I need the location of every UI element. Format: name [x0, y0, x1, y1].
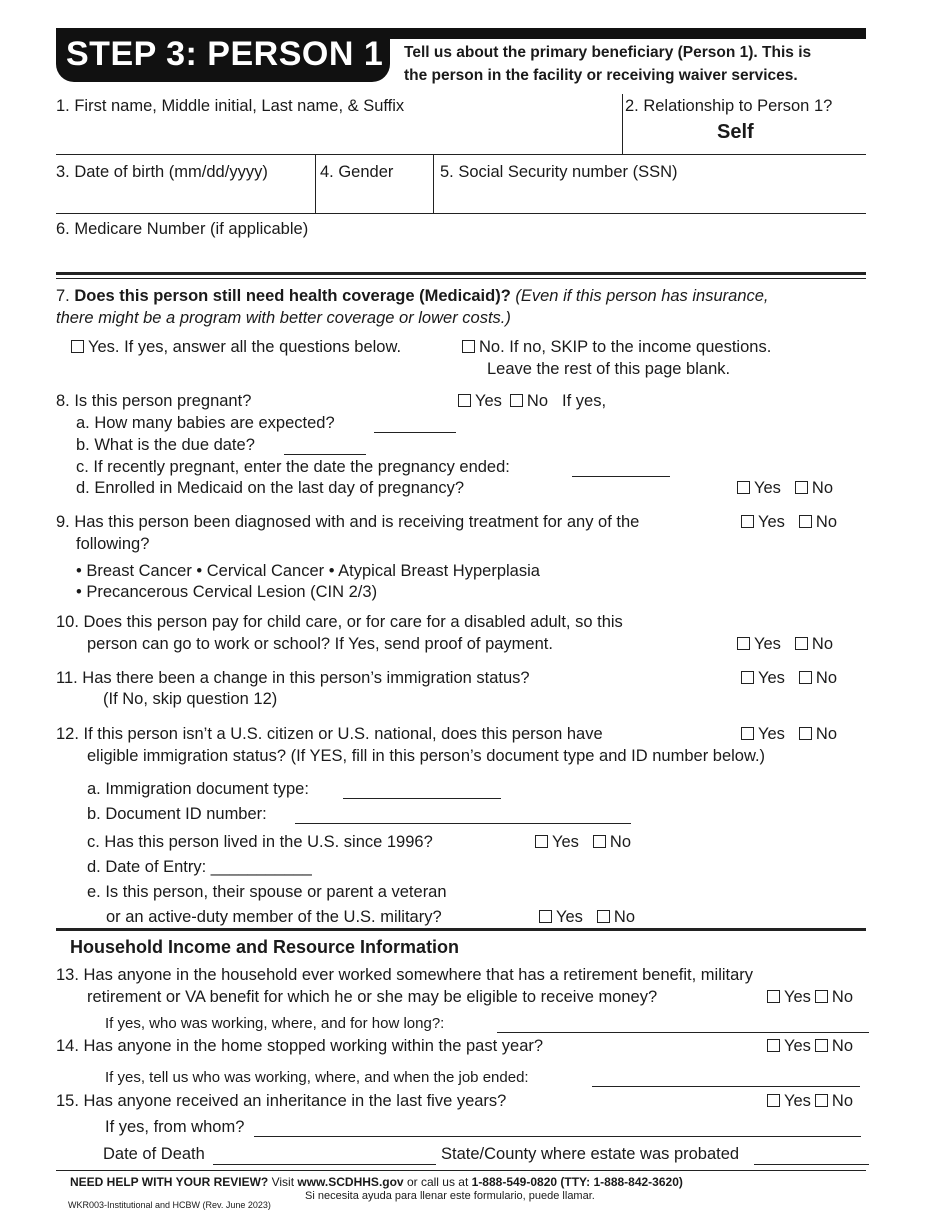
q12e-no-checkbox[interactable] — [597, 910, 610, 923]
q14-text: 14. Has anyone in the home stopped working within the past year? — [56, 1037, 544, 1055]
q11-yes-no — [741, 669, 837, 688]
field-name-label: 1. First name, Middle initial, Last name, & Suffix — [56, 97, 405, 115]
q15-no-checkbox[interactable] — [815, 1094, 828, 1107]
q7-num: 7. — [56, 287, 75, 305]
footer-site-link[interactable]: www.SCDHHS.gov — [297, 1175, 404, 1189]
q8c-text: c. If recently pregnant, enter the date the pregnancy ended: — [76, 458, 510, 476]
footer-spanish: Si necesita ayuda para llenar este formulario, puede llamar. — [305, 1190, 595, 1202]
q12-yes-label: Yes — [758, 725, 785, 743]
divider — [622, 94, 623, 154]
q8d-text: d. Enrolled in Medicaid on the last day of pregnancy? — [76, 479, 464, 497]
field-ssn-label: 5. Social Security number (SSN) — [440, 163, 678, 181]
q12e-yes-no — [539, 908, 635, 927]
q12c-yes-no — [535, 833, 631, 852]
state-county-label: State/County where estate was probated — [441, 1145, 740, 1163]
q11-line2: (If No, skip question 12) — [103, 690, 278, 708]
q15-yes-checkbox[interactable] — [767, 1094, 780, 1107]
q12-line1: 12. If this person isn’t a U.S. citizen or U.S. national, does this person have — [56, 725, 603, 743]
q13-line1: 13. Has anyone in the household ever worked somewhere that has a retirement benefit, military — [56, 966, 754, 984]
q12b-text: b. Document ID number: — [87, 805, 267, 823]
q8d-yes-checkbox[interactable] — [737, 481, 750, 494]
field-medicare-label: 6. Medicare Number (if applicable) — [56, 220, 309, 238]
q8-if-yes: If yes, — [562, 392, 607, 410]
section-rule — [56, 928, 866, 931]
q15-yes-label: Yes — [784, 1092, 811, 1110]
q9-yes-label: Yes — [758, 513, 785, 531]
household-heading: Household Income and Resource Information — [70, 937, 460, 957]
q11-line1: 11. Has there been a change in this person’s immigration status? — [56, 669, 530, 687]
q15-no-label: No — [831, 1092, 854, 1110]
q13-line2: retirement or VA benefit for which he or she may be eligible to receive money? — [87, 988, 658, 1006]
q8d-no-checkbox[interactable] — [795, 481, 808, 494]
q11-no-label: No — [815, 669, 838, 687]
footer-visit: Visit — [268, 1175, 298, 1189]
q14-yes-no — [767, 1037, 853, 1056]
footer-phone: 1-888-549-0820 (TTY: 1-888-842-3620) — [471, 1175, 683, 1189]
q13-no-label: No — [831, 988, 854, 1006]
q9-no-checkbox[interactable] — [799, 515, 812, 528]
q13-blank[interactable] — [497, 1032, 869, 1033]
q7-text — [56, 287, 769, 306]
step-title: STEP 3: PERSON 1 — [66, 35, 384, 73]
q15-yes-no — [767, 1092, 853, 1111]
q9-yes-no — [741, 513, 837, 532]
field-gender-label: 4. Gender — [320, 163, 394, 181]
q15-if-yes: If yes, from whom? — [105, 1118, 245, 1136]
q12c-yes-checkbox[interactable] — [535, 835, 548, 848]
footer-or-call: or call us at — [403, 1175, 472, 1189]
footer-need-help: NEED HELP WITH YOUR REVIEW? — [70, 1175, 269, 1189]
q10-no-label: No — [811, 635, 834, 653]
q14-yes-checkbox[interactable] — [767, 1039, 780, 1052]
q8d-yes-label: Yes — [754, 479, 781, 497]
q14-blank[interactable] — [592, 1086, 860, 1087]
q9-line1: 9. Has this person been diagnosed with and is receiving treatment for any of the — [56, 513, 640, 531]
q12d-text: d. Date of Entry: ___________ — [87, 858, 312, 876]
q13-if-yes: If yes, who was working, where, and for how long?: — [105, 1015, 445, 1032]
q8a-blank[interactable] — [374, 432, 456, 433]
divider — [56, 154, 866, 155]
q12a-text: a. Immigration document type: — [87, 780, 309, 798]
q7-yes-option-label: Yes. If yes, answer all the questions below. — [88, 338, 402, 356]
footer-help — [70, 1175, 683, 1189]
date-of-death-blank[interactable] — [213, 1164, 436, 1165]
q7-no-option[interactable] — [462, 338, 771, 357]
q9-bullets-2: • Precancerous Cervical Lesion (CIN 2/3) — [76, 583, 378, 601]
q12e-no-label: No — [613, 908, 636, 926]
q7-no-option-label: No. If no, SKIP to the income questions. — [479, 338, 772, 356]
q8b-text: b. What is the due date? — [76, 436, 255, 454]
q14-no-label: No — [831, 1037, 854, 1055]
q7-italic: (Even if this person has insurance, — [510, 287, 769, 305]
q12-no-checkbox[interactable] — [799, 727, 812, 740]
q8d-no-label: No — [811, 479, 834, 497]
section-rule — [56, 278, 866, 279]
q12c-no-checkbox[interactable] — [593, 835, 606, 848]
q8-no-label: No — [526, 392, 549, 410]
q12e-line1: e. Is this person, their spouse or parent a veteran — [87, 883, 447, 901]
q7-yes-option[interactable] — [71, 338, 401, 357]
state-county-blank[interactable] — [754, 1164, 869, 1165]
q8b-blank[interactable] — [284, 454, 366, 455]
q9-yes-checkbox[interactable] — [741, 515, 754, 528]
q7-bold: Does this person still need health coverage (Medicaid)? — [74, 287, 511, 305]
q11-no-checkbox[interactable] — [799, 671, 812, 684]
q11-yes-checkbox[interactable] — [741, 671, 754, 684]
q7-yes-checkbox[interactable] — [71, 340, 84, 353]
q13-yes-no — [767, 988, 853, 1007]
q8a-text: a. How many babies are expected? — [76, 414, 335, 432]
q12-yes-checkbox[interactable] — [741, 727, 754, 740]
q12e-yes-checkbox[interactable] — [539, 910, 552, 923]
q9-line2: following? — [76, 535, 150, 553]
q10-line2: person can go to work or school? If Yes, send proof of payment. — [87, 635, 553, 653]
q8-yes-checkbox[interactable] — [458, 394, 471, 407]
q12c-text: c. Has this person lived in the U.S. since 1996? — [87, 833, 433, 851]
q12b-blank[interactable] — [295, 823, 631, 824]
q8-yes-label: Yes — [475, 392, 502, 410]
q9-no-label: No — [815, 513, 838, 531]
section-rule — [56, 272, 866, 275]
q8c-blank[interactable] — [572, 476, 670, 477]
q12-no-label: No — [815, 725, 838, 743]
q15-text: 15. Has anyone received an inheritance in the last five years? — [56, 1092, 507, 1110]
q14-if-yes: If yes, tell us who was working, where, and when the job ended: — [105, 1069, 529, 1086]
q10-no-checkbox[interactable] — [795, 637, 808, 650]
q14-no-checkbox[interactable] — [815, 1039, 828, 1052]
q7-italic-line2: there might be a program with better coverage or lower costs.) — [56, 309, 511, 327]
q8-yes-no — [458, 392, 606, 411]
q10-yes-no — [737, 635, 833, 654]
divider — [56, 213, 866, 214]
intro-line-2: the person in the facility or receiving waiver services. — [404, 67, 798, 84]
q10-yes-label: Yes — [754, 635, 781, 653]
q12e-yes-label: Yes — [556, 908, 583, 926]
q10-yes-checkbox[interactable] — [737, 637, 750, 650]
q12c-no-label: No — [609, 833, 632, 851]
q12e-line2: or an active-duty member of the U.S. military? — [106, 908, 442, 926]
q7-no-option-line2: Leave the rest of this page blank. — [487, 360, 731, 378]
q10-line1: 10. Does this person pay for child care, or for care for a disabled adult, so this — [56, 613, 623, 631]
q11-yes-label: Yes — [758, 669, 785, 687]
footer-form-id: WKR003-Institutional and HCBW (Rev. June 2023) — [68, 1200, 271, 1210]
q12-line2: eligible immigration status? (If YES, fill in this person’s document type and ID number below.) — [87, 747, 766, 765]
intro-line-1: Tell us about the primary beneficiary (Person 1). This is — [404, 44, 812, 61]
q8d-yes-no — [737, 479, 833, 498]
q8-no-checkbox[interactable] — [510, 394, 523, 407]
q12a-blank[interactable] — [343, 798, 501, 799]
divider — [433, 155, 434, 213]
q13-yes-checkbox[interactable] — [767, 990, 780, 1003]
q13-yes-label: Yes — [784, 988, 811, 1006]
q15-blank[interactable] — [254, 1136, 861, 1137]
q14-yes-label: Yes — [784, 1037, 811, 1055]
q9-bullets-1: • Breast Cancer • Cervical Cancer • Atypical Breast Hyperplasia — [76, 562, 540, 580]
date-of-death-label: Date of Death — [103, 1145, 205, 1163]
footer-rule — [56, 1170, 866, 1171]
q12c-yes-label: Yes — [552, 833, 579, 851]
field-relationship-value[interactable]: Self — [717, 121, 754, 143]
field-relationship-label: 2. Relationship to Person 1? — [625, 97, 833, 115]
q12-yes-no — [741, 725, 837, 744]
q8-text: 8. Is this person pregnant? — [56, 392, 252, 410]
divider — [315, 155, 316, 213]
field-dob-label: 3. Date of birth (mm/dd/yyyy) — [56, 163, 268, 181]
q13-no-checkbox[interactable] — [815, 990, 828, 1003]
q7-no-checkbox[interactable] — [462, 340, 475, 353]
